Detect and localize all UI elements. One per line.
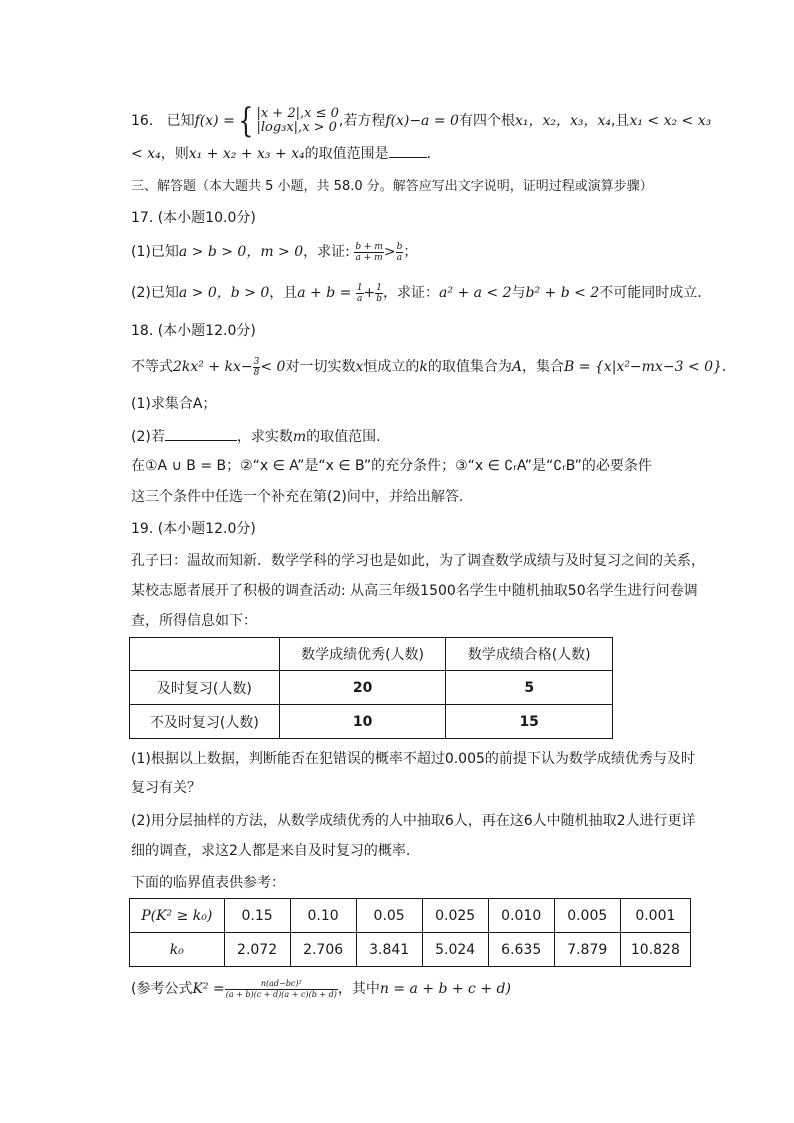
- q19-reference-intro: 下面的临界值表供参考：: [131, 875, 285, 891]
- table-header-cell: [130, 638, 280, 671]
- table-cell: 0.15: [224, 899, 290, 933]
- q18-var: k: [419, 359, 428, 375]
- q18-text: (2)若: [131, 429, 165, 445]
- table-cell: 2.072: [224, 933, 290, 967]
- numerator: b: [396, 241, 403, 252]
- q17-text: ，求证:: [303, 244, 350, 260]
- q17-condition: a > 0，b > 0: [178, 285, 270, 301]
- table-cell: 0.05: [356, 899, 422, 933]
- table-cell: 0.025: [422, 899, 488, 933]
- table-cell: 0.001: [620, 899, 690, 933]
- fraction: [354, 242, 384, 263]
- table-cell: 不及时复习(人数): [130, 705, 280, 739]
- fraction: [225, 979, 338, 1000]
- table-row: [130, 671, 613, 705]
- q18-inequality: < 0: [260, 359, 286, 375]
- q18-var: x: [355, 359, 364, 375]
- q16-equation: f(x)−a = 0: [385, 113, 459, 129]
- q17-text: ；: [403, 244, 418, 260]
- table-cell: 5: [446, 671, 613, 705]
- answer-blank: [165, 426, 237, 441]
- formula-text: (参考公式: [131, 981, 193, 997]
- q18-part1: (1)求集合A；: [131, 396, 217, 412]
- table-cell: 3.841: [356, 933, 422, 967]
- gt-sign: >: [383, 244, 396, 260]
- q17-text: 与: [511, 285, 526, 301]
- plus-sign: +: [363, 285, 376, 301]
- q18-instructions: 这三个条件中任选一个补充在第(2)问中，并给出解答.: [131, 489, 464, 505]
- table-row: [130, 933, 691, 967]
- table-header-row: [130, 638, 613, 671]
- denominator: (a + b)(c + d)(a + c)(b + d): [225, 989, 337, 999]
- q17-header: 17. (本小题10.0分): [131, 210, 256, 226]
- q17-text: 不可能同时成立.: [599, 285, 702, 301]
- table-cell: 2.706: [290, 933, 356, 967]
- q16-text: .: [426, 146, 432, 162]
- answer-blank: [389, 143, 427, 158]
- q19-part1-line1: (1)根据以上数据，判断能否在犯错误的概率不超过0.005的前提下认为数学成绩优秀与及时: [131, 751, 695, 767]
- table-cell: P(K² ≥ k₀): [130, 899, 225, 933]
- numerator: n(ad−bc)²: [225, 979, 338, 990]
- q17-condition: a > b > 0，m > 0: [178, 244, 304, 260]
- denominator: a: [356, 293, 363, 304]
- q18-text: 恒成立的: [363, 359, 420, 375]
- q16-piece2: |log₃x|,x > 0: [256, 120, 337, 135]
- q18-header: 18. (本小题12.0分): [131, 323, 256, 339]
- q19-intro-line1: 孔子曰：温故而知新．数学学科的学习也是如此，为了调查数学成绩与及时复习之间的关系，: [131, 553, 705, 569]
- q16-text: ，则: [160, 146, 189, 162]
- numerator: 3: [253, 356, 260, 367]
- q18-line1: [131, 356, 726, 378]
- table-row: [130, 899, 691, 933]
- q16-text: 已知: [166, 113, 195, 129]
- q19-part1-line2: 复习有关？: [131, 780, 201, 796]
- q17-part2: [131, 282, 702, 304]
- q17-equation: a + b =: [297, 285, 352, 301]
- denominator: a: [396, 252, 403, 263]
- formula-lhs: K² =: [192, 981, 225, 997]
- numerator: 1: [376, 282, 383, 293]
- denominator: b: [376, 293, 383, 304]
- q16-order: x₁ < x₂ < x₃: [629, 113, 712, 129]
- q16-text: ,若方程: [338, 113, 386, 129]
- table-cell: 6.635: [488, 933, 554, 967]
- q17-text: ，求证：: [383, 285, 440, 301]
- q17-inequality: a² + a < 2: [439, 285, 512, 301]
- q19-part2-line1: (2)用分层抽样的方法，从数学成绩优秀的人中抽取6人，再在这6人中随机抽取2人进行更详: [131, 813, 696, 829]
- table-cell: 20: [279, 671, 446, 705]
- q18-text: 对一切实数: [285, 359, 356, 375]
- denominator: a + m: [355, 252, 383, 263]
- survey-table: [129, 637, 613, 739]
- fraction: [375, 283, 383, 304]
- q16-text: 的取值范围是: [304, 146, 389, 162]
- table-row: [130, 705, 613, 739]
- table-cell: 0.005: [554, 899, 620, 933]
- table-cell: 及时复习(人数): [130, 671, 280, 705]
- table-cell: 15: [446, 705, 613, 739]
- numerator: 1: [356, 282, 363, 293]
- table-cell: 0.10: [290, 899, 356, 933]
- q18-text: .: [721, 359, 727, 375]
- q16-piece1: |x + 2|,x ≤ 0: [256, 106, 339, 121]
- table-header-cell: 数学成绩合格(人数): [446, 638, 613, 671]
- q16-number: 16.: [131, 113, 154, 129]
- q18-part2: [131, 426, 381, 448]
- q18-text: ，集合: [521, 359, 564, 375]
- q18-inequality: 2kx² + kx−: [173, 359, 253, 375]
- q16-sum: x₁ + x₂ + x₃ + x₄: [188, 146, 305, 162]
- table-cell: 0.010: [488, 899, 554, 933]
- q17-part1: [131, 241, 417, 263]
- q16-line1: [131, 101, 712, 141]
- q17-text: (2)已知: [131, 285, 179, 301]
- critical-value-table: [129, 898, 691, 967]
- q18-text: 不等式: [131, 359, 173, 375]
- table-cell: 10.828: [620, 933, 690, 967]
- numerator: b + m: [355, 241, 383, 252]
- section-heading: 三、解答题（本大题共 5 小题，共 58.0 分。解答应写出文字说明，证明过程或演算步骤）: [131, 179, 653, 194]
- q16-fx: f(x) =: [194, 113, 235, 129]
- q18-text: 的取值集合为: [427, 359, 512, 375]
- denominator: 8: [253, 367, 260, 378]
- table-header-cell: 数学成绩优秀(人数): [279, 638, 446, 671]
- q16-piecewise: [256, 107, 338, 135]
- q17-text: ，且: [269, 285, 298, 301]
- fraction: [356, 283, 364, 304]
- q19-intro-line2: 某校志愿者展开了积极的调查活动: 从高三年级1500名学生中随机抽取50名学生进行问卷调: [131, 583, 698, 599]
- q19-formula: [131, 978, 511, 1000]
- q19-header: 19. (本小题12.0分): [131, 521, 256, 537]
- q16-line2: [131, 143, 431, 165]
- formula-text: ，其中: [337, 981, 380, 997]
- brace-icon: {: [238, 101, 254, 141]
- q18-conditions: 在①A ∪ B = B；②“x ∈ A”是“x ∈ B”的充分条件；③“x ∈ ∁ᵣA”是“∁ᵣB”的必要条件: [131, 458, 652, 474]
- q16-order-tail: < x₄: [131, 146, 161, 162]
- q16-text: 有四个根: [458, 113, 515, 129]
- q19-part2-line2: 细的调查，求这2人都是来自及时复习的概率.: [131, 843, 411, 859]
- q18-text: 的取值范围.: [306, 429, 381, 445]
- table-cell: 5.024: [422, 933, 488, 967]
- q17-inequality: b² + b < 2: [525, 285, 600, 301]
- q17-text: (1)已知: [131, 244, 179, 260]
- table-cell: k₀: [130, 933, 225, 967]
- q18-var: m: [292, 429, 307, 445]
- table-cell: 10: [279, 705, 446, 739]
- q16-roots: x₁，x₂，x₃，x₄: [514, 113, 611, 129]
- q18-text: ，求实数: [236, 429, 293, 445]
- q16-text: ,且: [610, 113, 630, 129]
- q19-intro-line3: 查，所得信息如下：: [131, 613, 257, 629]
- q18-var: A: [511, 359, 522, 375]
- table-cell: 7.879: [554, 933, 620, 967]
- q18-set: B = {x|x²−mx−3 < 0}: [563, 359, 722, 375]
- formula-n: n = a + b + c + d): [379, 981, 511, 997]
